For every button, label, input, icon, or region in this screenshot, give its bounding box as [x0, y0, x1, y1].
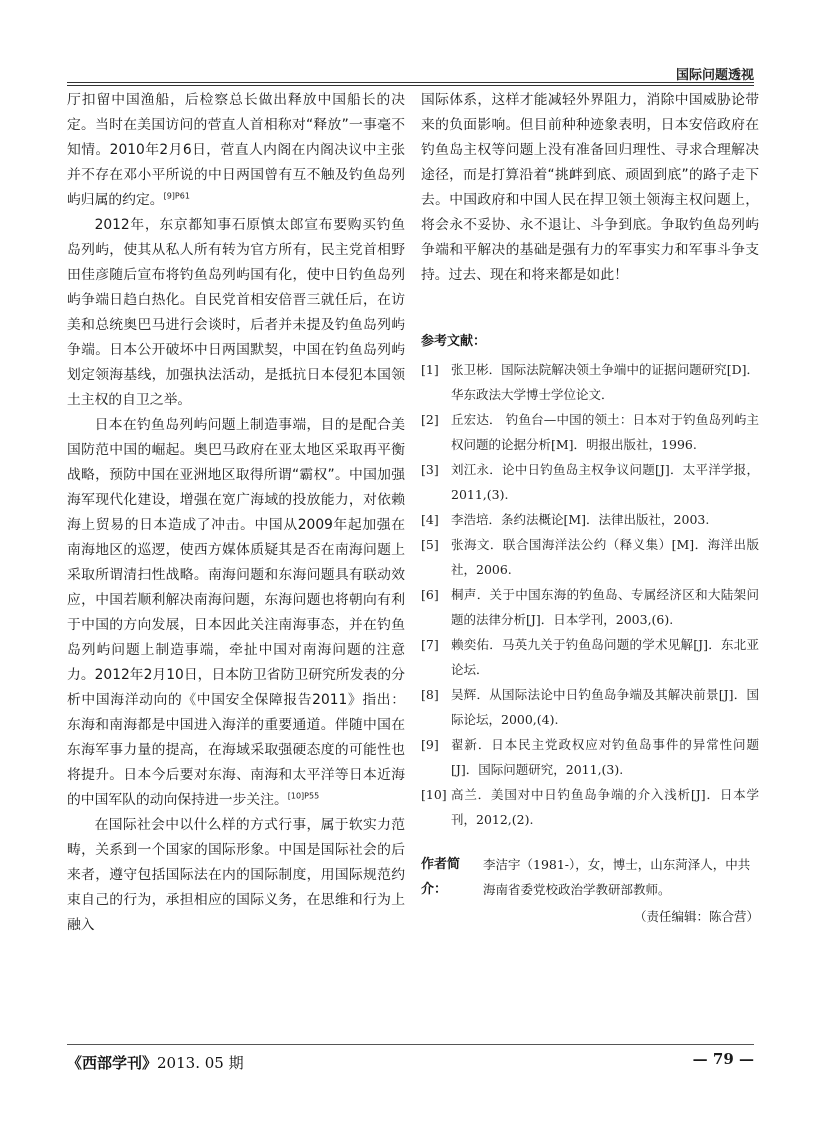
- reference-text: 李浩培．条约法概论[M]．法律出版社，2003.: [451, 512, 710, 527]
- citation: [9]P61: [163, 191, 190, 201]
- reference-item: [421, 357, 759, 407]
- page-number: — 79 —: [692, 1050, 754, 1068]
- reference-text: 丘宏达． 钓鱼台—中国的领土：日本对于钓鱼岛列屿主权问题的论据分析[M]．明报出版社，1996.: [451, 412, 759, 452]
- reference-number: [9]: [421, 737, 439, 752]
- reference-item: [421, 457, 759, 507]
- reference-item: [421, 782, 759, 832]
- reference-text: 刘江永．论中日钓鱼岛主权争议问题[J]．太平洋学报，2011,(3).: [451, 462, 759, 502]
- author-label: 作者简介：: [421, 857, 461, 897]
- paragraph: 日本在钓鱼岛列屿问题上制造事端，目的是配合美国防范中国的崛起。奥巴马政府在亚太地区采取再平衡战略，预防中国在亚洲地区取得所谓“霸权”。中国加强海军现代化建设，增强在宽广海域的投放能力，对依赖海上贸易的日本造成了冲击。中国从2009年起加强在南海地区的巡逻，使西方媒体质疑其是否在南海问题上采取所谓清扫性战略。南海问题和东海问题具有联动效应，中国若顺利解决南海问题，东海问题也将朝向有利于中国的方向发展，日本因此关注南海事态，并在钓鱼岛列屿问题上制造事端，牵扯中国对南海问题的注意力。2012年2月10日，日本防卫省防卫研究所发表的分析中国海洋动向的《中国安全保障报告2011》指出：东海和南海都是中国进入海洋的重要通道。伴随中国在东海军事力量的提高，在海域采取强硬态度的可能性也将提升。日本今后要对东海、南海和太平洋等日本近海的中国军队的动向保持进一步关注。$^{[10]P55}$: [67, 417, 405, 808]
- journal-name: 《西部学刊》: [67, 1054, 158, 1072]
- reference-item: [421, 532, 759, 582]
- paragraph: 2012年，东京都知事石原慎太郎宣布要购买钓鱼岛列屿，使其从私人所有转为官方所有，民主党首相野田佳彦随后宣布将钓鱼岛列屿国有化，使中日钓鱼岛列屿争端日趋白热化。自民党首相安倍晋三就任后，在访美和总统奥巴马进行会谈时，后者并未提及钓鱼岛列屿争端。日本公开破坏中日两国默契，中国在钓鱼岛列屿划定领海基线，加强执法活动，是抵抗日本侵犯本国领土主权的自卫之举。: [67, 217, 405, 408]
- reference-number: [7]: [421, 637, 439, 652]
- reference-text: 张卫彬．国际法院解决领土争端中的证据问题研究[D]．华东政法大学博士学位论文．: [451, 362, 759, 402]
- reference-number: [3]: [421, 462, 439, 477]
- reference-number: [8]: [421, 687, 439, 702]
- reference-item: [421, 632, 759, 682]
- footer-rule: [67, 1044, 754, 1045]
- paragraph: 国际体系，这样才能减轻外界阻力，消除中国威胁论带来的负面影响。但目前种种迹象表明，日本安倍政府在钓鱼岛主权等问题上没有准备回归理性、寻求合理解决途径，而是打算沿着“挑衅到底、顽固到底”的路子走下去。中国政府和中国人民在捍卫领土领海主权问题上，将会永不妥协、永不退让、斗争到底。争取钓鱼岛列屿争端和平解决的基础是强有力的军事实力和军事斗争支持。过去、现在和将来都是如此！: [421, 92, 759, 283]
- citation: [10]P55: [287, 791, 320, 801]
- reference-text: 高兰．美国对中日钓鱼岛争端的介入浅析[J]．日本学刊，2012,(2).: [451, 787, 759, 827]
- left-column: [67, 88, 405, 938]
- reference-item: [421, 682, 759, 732]
- reference-item: [421, 732, 759, 782]
- reference-number: [1]: [421, 362, 439, 377]
- reference-number: [6]: [421, 587, 439, 602]
- references-title: 参考文献：: [421, 334, 487, 349]
- reference-text: 吴辉．从国际法论中日钓鱼岛争端及其解决前景[J]．国际论坛，2000,(4).: [451, 687, 759, 727]
- reference-text: 赖奕佑．马英九关于钓鱼岛问题的学术见解[J]．东北亚论坛．: [451, 637, 759, 677]
- paragraph: 在国际社会中以什么样的方式行事，属于软实力范畴，关系到一个国家的国际形象。中国是国际社会的后来者，遵守包括国际法在内的国际制度，用国际规范约束自己的行为，承担相应的国际义务，在思维和行为上融入: [67, 817, 405, 933]
- reference-text: 张海文．联合国海洋法公约（释义集）[M]．海洋出版社，2006.: [451, 537, 759, 577]
- paragraph: 厅扣留中国渔船，后检察总长做出释放中国船长的决定。当时在美国访问的菅直人首相称对“释放”一事毫不知情。2010年2月6日，菅直人内阁在内阁决议中主张并不存在邓小平所说的中日两国曾有互不触及钓鱼岛列屿归属的约定。$^{[9]P61}$: [67, 92, 405, 208]
- section-label: 国际问题透视: [675, 68, 754, 83]
- author-bio: [421, 852, 759, 902]
- reference-item: [421, 507, 759, 532]
- reference-item: [421, 582, 759, 632]
- right-column: [421, 88, 759, 929]
- header-rule-thick: [67, 85, 754, 86]
- header-rule: [67, 82, 754, 83]
- reference-number: [4]: [421, 512, 439, 527]
- references-list: [421, 357, 759, 832]
- reference-number: [2]: [421, 412, 439, 427]
- author-text: 李洁宇（1981-），女，博士，山东菏泽人，中共海南省委党校政治学教研部教师。: [483, 857, 751, 897]
- reference-text: 桐声．关于中国东海的钓鱼岛、专属经济区和大陆架问题的法律分析[J]．日本学刊，2003,(6).: [451, 587, 759, 627]
- reference-number: [10]: [421, 787, 447, 802]
- footer-journal: [67, 1052, 244, 1073]
- journal-issue: 2013. 05 期: [157, 1054, 244, 1072]
- editor-note: （责任编辑：陈合营）: [633, 909, 759, 924]
- reference-number: [5]: [421, 537, 439, 552]
- reference-text: 翟新．日本民主党政权应对钓鱼岛事件的异常性问题[J]．国际问题研究，2011,(3).: [451, 737, 759, 777]
- reference-item: [421, 407, 759, 457]
